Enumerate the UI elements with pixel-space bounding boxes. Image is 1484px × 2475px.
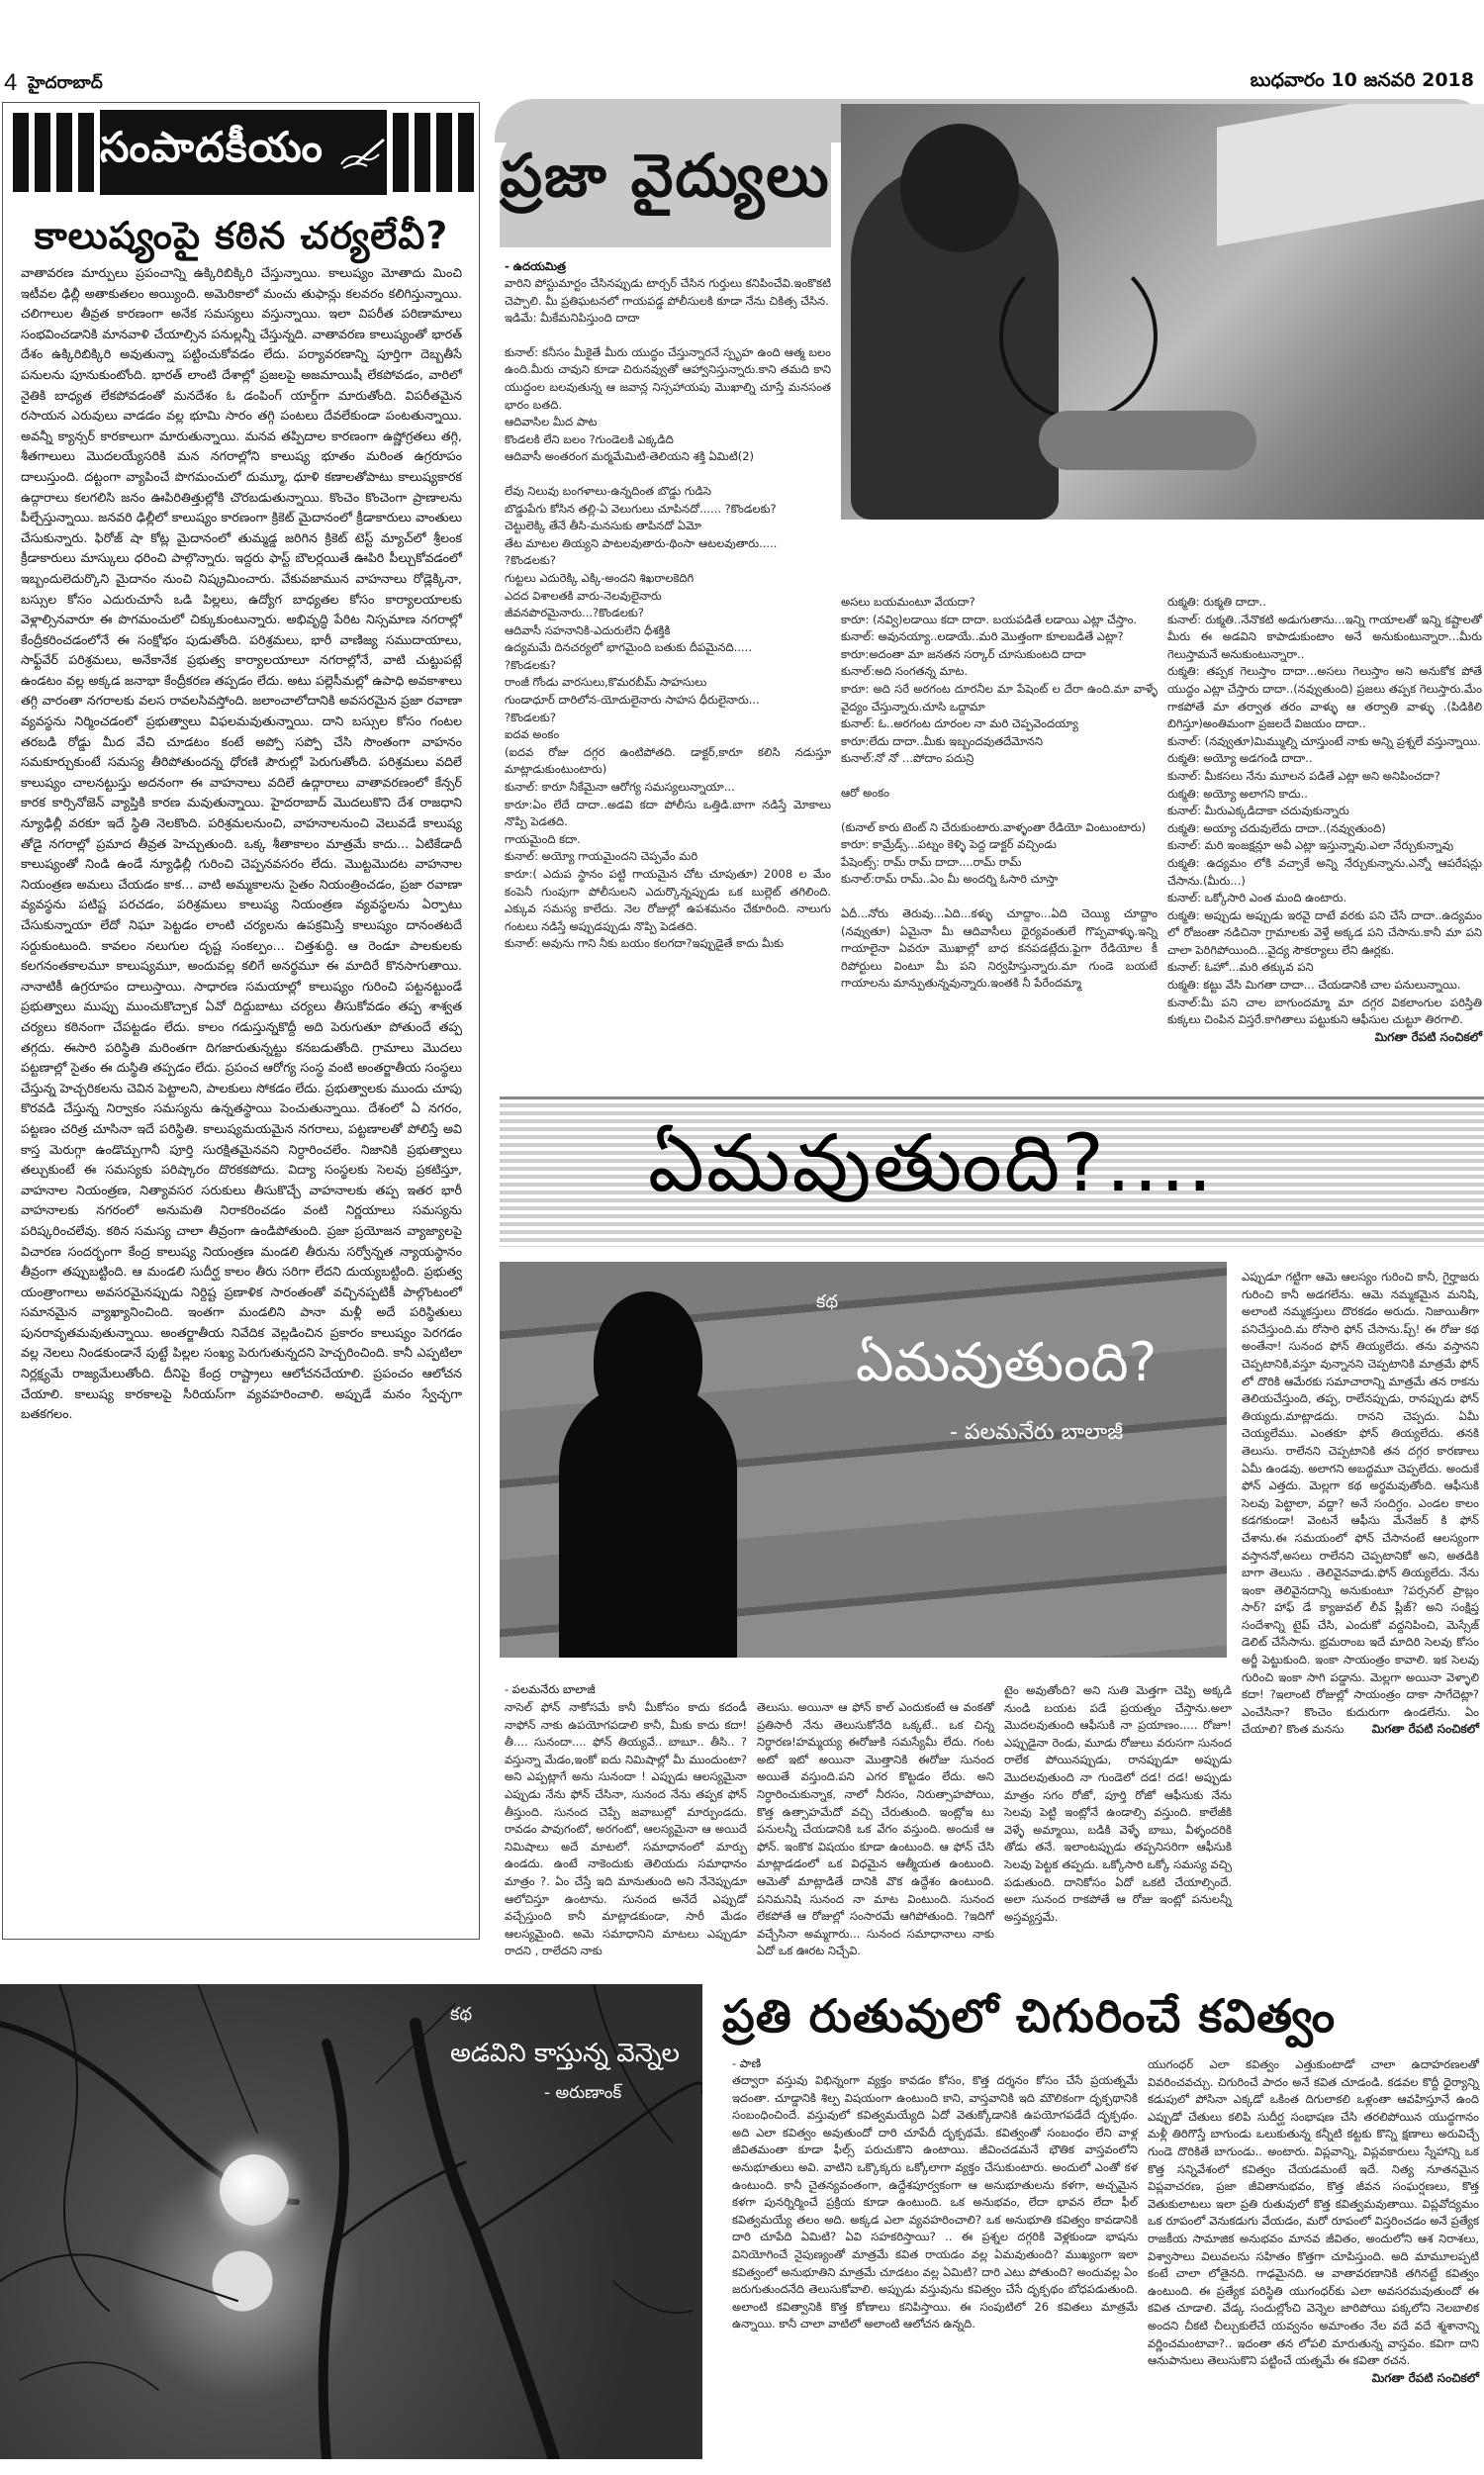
story-photo-author: - పలమనేరు బాలాజీ [950, 1420, 1124, 1445]
pen-writing-icon [337, 135, 387, 170]
banner-bars-right [393, 113, 474, 192]
dialogue-line: చెట్టులెక్కి తేనే తీసి-మనసుకు తాపినదో ఏమో [505, 519, 701, 533]
dialogue-line: ఎదద విశాలతకి వారు-నెలవులైనారు [505, 588, 662, 603]
poem-photo-author: - అరుణాంక్ [544, 2083, 622, 2103]
poetry-headline: ప్రతి రుతువులో చిగురించే కవిత్వం [722, 1989, 1337, 2043]
story-photo-label: కథ [816, 1291, 839, 1312]
dialogue-line: ?కొండలకు? [505, 657, 556, 672]
doctor-photo [841, 104, 1484, 520]
dialogue-line: కునాల్: అవునయ్యా..లడాయే..మరి మొత్తంగా కూలబడితే ఎట్లా? [841, 629, 1124, 644]
poetry-byline: - పాణి [732, 2056, 762, 2070]
editorial-banner-label: సంపాదకీయం [100, 123, 324, 171]
dialogue-line: ఆదివాసీ అంతరంగ మర్మమేమిటి-తెలియని శక్తి ఏమిటి(2) [505, 449, 754, 464]
dialogue-line: కునాల్: ఓహో...మరి తక్కువ పని [1167, 960, 1314, 975]
paragraph-gap [505, 328, 831, 344]
date-line: బుధవారం 10 జనవరి 2018 [1250, 69, 1474, 91]
editorial-body: వాతావరణ మార్పులు ప్రపంచాన్ని ఉక్కిరిబిక్కిరి చేస్తున్నాయి. కాలుష్యం మోతాదు మించి ఇటీవల ఢిల్లీ అతాకుతలం అయ్యింది. అమెరికాలో మంచు తుఫాన్లు కలవరం కలిగిస్తున్నాయి. చలిగాలుల తీవ్రత కారణంగా అనేక సమస్యలు వస్తున్నాయి. ఇలా విపరీత పరిణామాలు సంభవించడానికి మానవాళి చేయాల్సిన పనుల్లన్నీ చేస్తున్నది. వాతావరణ కాలుష్యంతో భారత్ దేశం ఉక్కిరిబిక్కిరి అవుతున్నా పట్టించుకోవడం లేదు. పర్యావరణాన్ని పూర్తిగా దెబ్బతీసే పనులను పూనుకుంటోంది. భారత్ లాంటి దేశాల్లో ప్రజలపై అజమాయిషీ లేకపోవడం, వారిలో నైతికి బాధ్యత లేకపోవడంతో మనదేశం ఓ డంపింగ్ యార్డ్‌గా మారుతోంది. విపరీతమైన రసాయన ఎరువులు వాడడం వల్ల భూమి సారం తగ్గి పంటలు దేవలేకుండా పంటతున్నాయి. అవన్నీ క్యాన్సర్ కారకాలుగా మారుతున్నాయి. మనవ తప్పిదాల కారణంగా ఉష్ణోగ్రతలు తగ్గి, శీతగాలులు మొదలయ్యేసరికి మన నగరాల్లోని కాలుష్య భూతం మరింత ఉగ్రరూపం దాలుస్తుంది. దట్టంగా వ్యాపించే పొగమంచులో దుమ్మూ, ధూళి కణాలతోపాటు కాలుష్యకారక ఉద్గారాలు కలగలిసి జనం ఊపిరితిత్తుల్లోకి చొరబడుతున్నాయి. కొంచెం కొంచెంగా ప్రాణాలను పీల్చేస్తున్నాయి. జనవరి ఢిల్లీలో కాలుష్యం కారణంగా క్రికెట్ మైదానంలో క్రీడాకారులు వాంతులు చేసుకున్నారు. ఫిరోజ్ షా కోట్ల మైదానంలో తుమ్మడ్డ జరిగిన క్రికెట్ టెస్ట్ మ్యాచ్‌లో శ్రీలంక క్రీడాకారులు మాస్కులు ధరించి పాల్గొన్నారు. ఇద్దరు ఫాస్ట్ బౌలర్లయితే ఊపిరి పీల్చుకోవడంలో ఇబ్బందులెదుర్కొని మైదానం నుంచి నిష్క్రమించారు. వేకువజామున వాహనాలు రోడ్లెక్కినా, బస్సుల కోసం ఎదురుచూసే ఒడి పిల్లలు, ఉద్యోగ బాధ్యతల కోసం కార్యాలయాలకు వెళ్లాల్సినవారూ ఈ పొగమంచులో చిక్కుకుంటున్నారు. అభివృద్ధి పేరిట నిస్సమాణ నగరాల్లో కేంద్రీకరించడంలోనే ఈ సంక్షోభం పుడుతోంది. పరిశ్రమలు, భారీ వాణిజ్య సముదాయాలు, సాఫ్ట్‌వేర్ పరిశ్రమలు, అనేకానేక ప్రభుత్వ కార్యాలయాలూ నగరాల్లోనే, వాటి చుట్టుపట్లే ఉండటం వల్ల అక్కడ జనాభా కేంద్రీకరణ తప్పడం లేదు. అటు పల్లెసీమల్లో ఉపాధి అవకాశాలు తగ్గి వారంతా నగరాలకు వలస రావలసివస్తోంది. జలాంచాలోదానికి అవసరమైన ప్రజా రవాణా వ్యవస్థను నిర్మించడంలో ప్రభుత్వాలు విఫలమవుతున్నాయి. దాని బస్సుల కోసం గంటల తరబడి రోడ్డు మీద వేచి చూడటం కంటే అప్పో సప్పో చేసి సొంతంగా వాహనం సమకూర్చుకుంటే సమస్య తీరిపోతుందన్న ధోరణి పౌరుల్లో పెరుగుతోంది. పరిశ్రమలు వదిలే కాలుష్యం చాలనట్టుస్తు అదనంగా ఈ వాహనాలు వదిలే ఉద్గారాలు వాతావరణంలో కేన్సర్ కారక కార్సినోజెన్ వ్యాప్తికి కారణ మవుతున్నాయి. హైదరాబాద్ మొదలుకొని దేశ రాజధాని న్యూఢిల్లీ వరకూ ఇదే స్థితి నెలకొంది. పరిశ్రమలనుంచి, వాహనాలనుంచి వెలువడే కాలుష్య తోడై నగరాల్లో ప్రమాద తీవ్రత హెచ్చుతుంది. ఒక్క శీతాకాలం మాత్రమే కాదు... ఏటికేడాదీ కాలుష్యంతో నిండి ఉండే న్యూఢిల్లీ గురించి చెప్పనవసరం లేదు. మొట్టమొదట వాహనాల నియంత్రణ అమలు చేయడం కాక... వాటి అమ్మకాలను సైతం నియంత్రించడం, ప్రజా రవాణా వ్యవస్థను పటిష్ట పరచడం, పరిశ్రమలు కాలుష్య నియంత్రణ వ్యవస్థలను ఏర్పాటు చేసుకున్నాయా లేదో నిఘా పెట్టడం లాంటి చర్యలను ఉపక్రమిస్తే కాలుష్యం దానంతటదే సర్దుకుంటుంది. కావలం నలుగుల దృష్ట సంకల్పం... చిత్తశుద్ధి. ఆ రెండూ పాలకులకు కలగనంతకాలమూ కాలుష్యమూ, అందువల్ల కలిగే అనర్థమూ ఈ మాదిరే కొనసాగుతాయి. నానాటికీ ఉగ్రరూపం దాలుస్తాయి. సాధారణ సమయాల్లో కాలుష్యం గురించి పట్టనట్టుండే ప్రభుత్వాలు ముప్పు ముంచుకొచ్చాక ఏవో దిద్దుబాటు చర్యలు తీసుకోవడం తప్ప శాశ్వత చర్యలు కఠినంగా చేపట్టడం లేదు. కాలం గడుస్తున్నకొద్దీ అది పెరుగుతూ పోతుందే తప్ప తగ్గదు. ఈసారి పరిస్థితి మరింతగా దిగజారుతున్నట్టు కనబడుతోంది. గ్రామాలు మొదలు పట్టణాల్లో సైతం ఈ దుస్థితి తప్పడం లేదు. ప్రపంచ ఆరోగ్య సంస్థ వంటి అంతర్జాతీయ సంస్థలు చేస్తున్న హెచ్చరికలను చెవిన పెట్టాలని, పాలకులు సోకడం లేదు. ప్రభుత్వాలకు ముందు చూపు కొరవడి చేస్తున్న నిర్వాకం సమస్యను ఉన్నతస్థాయి పెంచుతున్నాయి. దేశంలో ఏ నగరం, పట్టణం చరిత్ర చూసినా ఇదే పరిస్థితి. కాలుష్యమయమైన నగరాలు, పట్టణాలతో పోలిస్తే అవి కాస్త మెరుగ్గా ఉండొచ్చుగానీ పూర్తి సురక్షితమైనవని నిర్ధారించలేం. నిజానికి ప్రభుత్వాలు తల్చుకుంటే ఈ సమస్యకు పరిష్కారం దొరకకపోదు. విద్యా సంస్థలకు సెలవు ప్రకటిస్తూ, వాహనాల నియంత్రణ, నిత్యావసర సరుకులు తీసుకొచ్చే వాహనాలకు తప్ప ఇతర భారీ వాహనాలకు నగరంలో అనుమతి నిరాకరించడం వంటి నిర్ణయాలు సమస్యను పరిష్కరించలేవు. కఠిన సమస్య చాలా తీవ్రంగా ఉండిపోతుంది. ప్రజా ప్రయోజన వ్యాజ్యాలపై విచారణ సందర్భంగా కేంద్ర కాలుష్య నియంత్రణ మండలి తీరును సర్వోన్నత న్యాయస్థానం తీవ్రంగా తప్పుబట్టింది. ఆ మండలి సుదీర్ఘ కాలం తీరు సరిగా లేదని దుయ్యబట్టింది. ప్రభుత్వ యంత్రాంగాలు అవసరమైనప్పుడు నిర్దిష్ట ప్రణాళిక సారంతంతో వచ్చినప్పటికీ పాల్గొంటంలో సమానమైన వ్యాఖ్యానించింది. ఇంతగా మండలిని పానా మళ్లీ అదే పరిస్థితులు పునరావృతమవుతున్నాయి. అంతర్జాతీయ నివేదిక వెల్లడించిన ప్రకారం కాలుష్యం పెరగడం వల్ల నెలలు నిండకుండానే పుట్టే పిల్లల సంఖ్య పెరుగుతున్నదని హెచ్చరించింది. కానీ ఎప్పటిలా నిర్లక్ష్యమే రాజ్యమేలుతోంది. దీనిపై కేంద్ర రాష్ట్రాలు ఆలోచనచేయాలి. ప్రపంచం ఆలోచన చేయాలి. కాలుష్య కారకాలపై సీరియస్‌గా వ్యవహరించాలి. అప్పుడే మనం స్వేచ్ఛగా బతకగలం. [21, 265, 462, 1422]
dialogue-line: కునాల్:నో నో ...పోదాం పదున్రి [841, 751, 974, 766]
dialogue-line: గుట్టలు ఎదురెక్కి ఎక్కి-అందని శిఖరాలకెదిగి [505, 570, 695, 585]
dialogue-line: ఆరో అంకం [841, 785, 889, 800]
story-byline: - పలమనేరు బాలాజీ [505, 1682, 596, 1696]
dialogue-line: ఆదివాసీ సహనానికి-ఎదురులేని ధీశక్తికి [505, 622, 671, 637]
page-number: 4 [4, 69, 18, 96]
dialogue-line: కునాల్: మరి ఇంజక్షన్లూ అవీ ఎట్లా ఇస్తున్నావు.ఎలా నేర్చుకున్నావు [1167, 838, 1454, 853]
story-banner-title: ఏమవుతుంది?.... [648, 1117, 1215, 1209]
dialogue-line: గాయమైంది కదా. [505, 831, 581, 846]
full-moon [220, 2154, 289, 2226]
dialogue-line: బొడ్డుపేగు కోసిన తల్లి-ఏ వెలుగులు చూపినదో...... ?కొండలకు? [505, 501, 777, 516]
feature-column-1 [505, 275, 831, 953]
dialogue-line: కారూ: కామ్రేడ్స్...పట్నం కెళ్ళి పెద్ద డాక్టర్ వచ్చిండు [841, 837, 1057, 852]
dialogue-line: గుండాధూర్ దారిలోన-యోదులైనారు సాహస ధీరులైనారు... [505, 693, 760, 708]
banner-bars-left [13, 113, 94, 192]
dialogue-line: జీవనపొరమైనారు...?కొండలకు? [505, 606, 644, 620]
dialogue-line: కారూ: (నవ్వి)లడాయి కదా దాదా. బయపడితే లడాయి ఎట్లా చేస్తాం. [841, 612, 1138, 626]
paragraph-gap [841, 803, 1158, 819]
poetry-column-2 [1148, 2056, 1479, 2387]
dialogue-line: కునాల్: అయ్యో గాయమైందని చెప్పవేం మరి [505, 849, 698, 864]
dialogue-line: కునాల్: (నవ్వుతూ)మిమ్ముల్ని చూస్తుంటే నాకు అన్ని ప్రశ్నలే వస్తున్నాయి. [1167, 733, 1481, 748]
dialogue-line: అసలు బయమంటూ వేయదా? [841, 595, 975, 609]
poem-photo-title: అడవిని కాస్తున్న వెన్నెల [450, 2039, 680, 2068]
dialogue-line: రుక్మతి: తప్పక గెలుస్తాం దాదా...అసలు గెలుస్తాం అని అనుకోక పోతే యుద్ధం ఎట్లా చేస్తారు దాదా..(నవ్వుతుంది) ప్రజలు తప్పక గెలుస్తారు.మేం గాకపోతే మా తర్వాత తరం వాళ్ళు ఆ తర్వాతి వాళ్ళు .(పిడికిలి బిగిస్తూ)అంతిమంగా ప్రజలదే విజయం దాదా.. [1167, 664, 1482, 731]
dialogue-line: ?కొండలకు? [505, 710, 556, 724]
dialogue-line: కొండలకి లేని బలం ?గుండెలకి ఎక్కడిది [505, 431, 674, 446]
dialogue-line: వారిని పోస్టుమార్టం చేసినప్పుడు టార్చర్ చేసిన గుర్తులు కనిపించేవి.ఇంకొకటి చెప్పాలి. మీ ప్రతిఘటనలో గాయపడ్డ పోలీసులకి కూడా నేను చికిత్స చేసిన. [505, 276, 831, 308]
paragraph-gap [841, 889, 1158, 905]
dialogue-line: రుక్మతి: రుక్మతి దాదా.. [1167, 595, 1266, 609]
dialogue-line: పేషెంట్స్: రామ్ రామ్ దాదా....రామ్ రామ్ [841, 854, 1022, 869]
section-name: హైదరాబాద్ [28, 73, 103, 93]
dialogue-line: రాంజీ గోండు వారసులు,కొమరబీమ్ సాహసులు [505, 675, 707, 690]
dialogue-line: కారూ:లేదు దాదా..మీకు ఇబ్బందవుతదేమోనని [841, 733, 1043, 748]
dialogue-line: ఏదీ...నోరు తెరువు...ఏది...కళ్ళు చూద్దాం...ఏది చెయ్యి చూద్దాం (నవ్వుతూ) ఏమైనా మీ ఆదివాసీలు ధైర్యవంతులే గొప్పవాళ్ళు.ఇన్ని గాయాలైనా ఏవరూ మొఖాల్లో బాధ కనపడట్లేదు.ఫైగా రేడియోల కీ రిపోర్టులు వింటూ మీ పని నిర్వహిస్తున్నారు.మా గుండె బయటే గాయాలను మాన్పుతున్నవున్నారు.ఇంతకి నీ పేరేందమ్మా [841, 905, 1158, 991]
dialogue-line: రుక్మతి: అయ్యో అలాగని కాదు.. [1167, 786, 1308, 801]
dialogue-line: రుక్మతి: ఉద్యమం లోకి వచ్చాకే అన్ని నేర్చుకున్నాను.ఎన్నో ఆపరేషన్లు చేసాను.(మీరు...) [1167, 855, 1482, 888]
paragraph-gap [841, 768, 1158, 785]
feature-column-3 [1167, 594, 1482, 1046]
paragraph-gap [505, 466, 831, 483]
feature-column-2 [841, 594, 1158, 993]
dialogue-line: లేవు నిలువు బంగళాలు-ఉన్నదింత బొడ్డు గుడిసె [505, 483, 712, 498]
silhouette-head [594, 1291, 702, 1430]
editorial-box [2, 102, 480, 1940]
dialogue-line: కునాల్: ఓ..అరగంట దూరంల నా మరి చెప్పవెందయ్యా [841, 716, 1078, 731]
story-continued-note: మిగతా రేపటి సంచికలో [1371, 1722, 1479, 1737]
dialogue-line: ఆదివాసిల మీద పాట [505, 415, 598, 429]
moonlit-forest-photo [0, 1984, 702, 2459]
dialogue-line: కునాల్: కారూ నీకేమైనా ఆరోగ్య సమస్యలున్నాయా... [505, 780, 735, 795]
dialogue-line: కునాల్: అవును గాని నీకు బయం కలగదా?ఇప్పుడైతే కాదు మీకు [505, 936, 785, 951]
dialogue-line: ఉద్యమమే దినచర్యలో భాగమైంది బతుకు దీపమైనది..... [505, 640, 752, 655]
dialogue-line: (కునాల్ కారు టెంట్ ని చేరుకుంటారు.వాళ్ళంతా రేడియో వింటుంటారు) [841, 819, 1147, 834]
dialogue-line: కారూ:( ఎదుప స్థానం పట్టి గాయమైన చోట చూపుతూ) 2008 ల మేం కంపెనీ గుంపుగా పోలీసులని ఎదుర్కొన్నప్పుడు ఒక బుల్లెట్ తగిలింది. ఎక్కువ సమస్య కాలేదు. నెల రోజుల్లో ఉపశమనం చేకూరింది. నాలుగు గంటలు నడిస్తే అప్పుడప్పుడు నొప్పి పెడతది. [505, 867, 831, 933]
dialogue-line: తేట మాటల తియ్యని పాటలవుతారు-థింసా ఆటలవుతారు..... [505, 535, 778, 550]
dialogue-line: ?కొండలకు? [505, 553, 556, 568]
feature-byline: - ఉదయమిత్ర [505, 259, 566, 273]
dialogue-line: కునాల్: మీకసలు నేను మూలన పడితే ఎట్లా అని అనిపించదా? [1167, 768, 1440, 783]
story-column-2: తెలుసు. అయినా ఆ ఫోన్ కాల్ ఎందుకంటే ఆ వంకతో ప్రతిసారీ నేను తెలుసుకోనేది ఒక్కటే.. ఒక చిన్న నిర్ధారణ!హమ్మయ్య ఈరోజుకి సమస్యేమీ లేదు. గంట అటో ఇటో అయినా మొత్తానికి ఈరోజు సునంద అయితే వస్తుంది.పని ఎగర కొట్టడం లేదు. అని నిర్ధారించుకున్నాక, నాలో నీరసం, నిరుత్సాహపోయి, కొత్త ఉత్సాహమేదో వచ్చి చేరుతుంది. ఇంట్లోఇ టు పనులన్నీ చేయడానికి ఒక వేగం వస్తుంది. అందుకే ఆ ఫోన్. ఇంకొక విషయం కూడా ఉంటుంది. ఆ ఫోన్ చేసి మాట్లాడడంలో ఒక విధమైన ఆత్మీయత ఉంటుంది. ఆమెతో మాట్లాడితే దానికి వొక ఉద్దేశం ఉంటుంది. పనిమనిషి సునంద నా మాట వింటుంది. సునంద లేకపోతే ఆ రోజుల్లో సంసారమే ఆగిపోతుంది. ?ఇదిగో వచ్చేసినా అమ్మగారు... సునంద సమాధానాలు నాకు ఏదో ఒక ఊరట నిచ్చేవి. [757, 1700, 994, 1958]
story-column-4-text: ఎప్పుడూ గట్టిగా ఆమె ఆలస్యం గురించి కానీ, గైర్హాజరు గురించి కానీ అడగలేను. ఆమె నమ్మకమైన మనిషి, అలాంటి నమ్మకస్తులు దొరకడం అరుదు. నిజాయితీగా పనిచేస్తుంది.మ రోసారి ఫోన్ చేసాను.ప్చ్! ఈ రోజు కథ అంతేనా! సునంద ఫోన్ తియ్యలేదు. తను వస్తానని చెప్పటానికి,వస్తూ వున్నానని చెప్పటానికి మాత్రమే ఫోన్ లో దొరికి ఆమేరకు సమాచారాన్ని మాత్రమే తన రాకను తెలియచేస్తుంది, తప్ప, రాలేనప్పుడు, రానప్పుడు ఫోన్ తియ్యదు.మాట్లాడదు. రానని చెప్పదు. ఏమీ చెయ్యలేము. ఎంతకూ ఫోన్ తియ్యలేదు. తనకి తెలుసు. రాలేనని చెప్పటానికి తన దగ్గర కారణాలు ఏమీ ఉండవు. అలాగని అబద్ధమూ చెప్పలేదు. అందుకే ఫోన్ ఎత్తదు. మెల్లగా కథ అర్థమవుతోంది. ఆఫీసుకి సెలవు పెట్టాలా, వద్దా? అనే సందిగ్ధం. ఎండల కాలం కడగకుండా! వెంటనే ఆఫీసు మేనేజర్ కి ఫోన్ చేశాను.ఈ సమయంలో ఫోన్ చేసానంటే ఆలస్యంగా వస్తాననో,అసలు రాలేనని చెప్పటానికో అని, అతడికి బాగా తెలుసు . తెలివైనవాడు.ఫోన్ తియ్యలేదు. నేను ఇంకా తెలివైనదాన్ని అనుకుంటూ ?పర్సనల్ ప్రాబ్లం సార్? హాఫ్ డే క్యాజువల్ లీవ్ ప్లీజ్? అని సంక్షిప్త సందేశాన్ని టైప్ చేసి, ఎందుకో వద్దనిపించి, మెస్సేజ్ డెలిట్ చేసేసాను. భ్రమరాంబ ఇదే మాదిరి సెలవు కోసం అర్జీ పెట్టుకుంది. ఇంకా సాయంత్రం కావాలి. ఇక సెలవు గురించి ఇంకా సాగి పడ్డాను. మెల్లగా అయినా వెళ్ళాలి కదా! ?ఇలాంటి రోజుల్లో సాయంత్రం దాకా సాగేదెట్లా?ఎంచేసినా? కొంచెం కుదురుగా ఉండలేను. ఏం చేయాలి? కొంత మనసు [1242, 1270, 1479, 1737]
feature-title: ప్రజా వైద్యులు [500, 142, 831, 211]
dialogue-line: కారూ:అదంతా మా జనతన సర్కార్ చూసుకుంటది దాదా [841, 646, 1086, 661]
poem-photo-label: కథ [450, 2004, 473, 2025]
dialogue-line: (ఐదవ రోజు దగ్గర ఉంటిపోతది. డాక్టర్,కారూ కలిసి నడుస్తూ మాట్లాడుకుంటుంటారు) [505, 744, 831, 777]
story-photo-title: ఏమవుతుంది? [856, 1331, 1158, 1393]
poetry-continued-note: మిగతా రేపటి సంచికలో [1371, 2370, 1479, 2385]
dialogue-line: కునాల్: మీరుఎక్కడిదాకా చదువుకున్నారు [1167, 804, 1349, 818]
editorial-banner-label-box [100, 110, 387, 195]
poetry-column-1: తద్వారా వస్తువు విభిన్నంగా వ్యక్తం కావడం కోసం, కొత్త దర్శనం కోసం చేసే ప్రయత్నమే ఇదంతా. చూడ్డానికి శిల్ప విషయంగా ఉంటుంది కాని, వాస్తవానికి ఇది మౌలికంగా దృక్పథానికి సంబంధించిందే. వస్తువులో కవిత్వమయ్యేది ఏదో వెతుక్కోడానికి ఉపయోగపడేదే దృక్పథం. అది ఎలా కవిత్వం అవుతుందో దారి చూపేదీ దృక్పథమే. కవిత్వంతో సంబంధం లేని వాళ్ల జీవితమంతా కూడా ఫీల్స్ పరుచుకొని ఉంటాయి. జీవించడమనే భౌతిక వాస్తవంలోని అనుభూతులు అవి. వాటిని ఒక్కొక్కరు ఒక్కోలాగా వ్యక్తం చేసుకుంటారు. అందులో ఎంతో కళ ఉంటుంది. కానీ చైతన్యవంతంగా, ఉద్దేశపూర్వకంగా ఆ అనుభూతులను కళగా, అచ్చమైన కళగా పునర్నిర్మించే ప్రక్రియ కూడా ఉంటుంది. ఒక అనుభవం, లేదా భావన లేదా ఫీల్ కవిత్వమయ్యే తలం అది. అక్కడ ఎలా వ్యవహరించాలి? ఒక అనుభూతి కవిత్వం కావడానికి దారి చూపేది ఏమిటి? ఏవి సహకరిస్తాయి? .. ఈ ప్రశ్నల దగ్గరికి వెళ్లకుండా భాషను వినియోగించే నైపుణ్యంతో మాత్రమే కవిత రాయడం వల్ల ఏమవుతుంది? ముఖ్యంగా ఇలా కవిత్వంలో అనుభూతిని మాత్రమే చూడటం వల్ల ఏమిటి? దారి ఎటు పోతుంది? అందువల్ల ఏం జరుగుతుందనేది తెలుసుకోవాలి. అప్పుడు వస్తువును కవిత్వం చేసే దృక్పథం బోధపడుతుంది. అలాంటి కవిత్వానికి కొత్త కోణాలు కనిపిస్తాయి. ఈ సంపుటిలో 26 కవితలు మాత్రమే ఉన్నాయి. కానీ చాలా వాటిలో అలాంటి ఆలోచన ఉన్నది. [732, 2073, 1138, 2332]
dialogue-line: రుక్మతి: అప్పుడు అప్పుడు ఇరవై దాటే వరకు పని చేసే దాదా..ఉద్యమం లో రోజంతా నడిచినా గ్రామాలకు వెళ్తే అక్కడ పని చేసాను.కానీ మా పని చాలా పెరిగిపోయింది...వైద్య సౌకర్యాలు లేని ఊర్లకు. [1167, 907, 1482, 957]
story-column-3: టైం అవుతోంది? అని సుతి మెత్తగా చెప్పి అక్కడి నుండి బయట పడే ప్రయత్నం చేస్తాను.అలా మొదలవుతుంది ఆఫీసుకి నా ప్రయాణం..... రోజూ!ఎప్పుడైనా రెండు, మూడు రోజులు వరుసగా సునంద రాలేక పోయినప్పుడు, రానప్పుడూ అప్పుడు మొదలవుతుంది నా గుండెలో దడ! దడ! అప్పుడు మాత్రం సగం రోజో, పూర్తి రోజో ఆఫీసుకు నేను సెలవు పెట్టి ఇంట్లోనే ఉండాల్సి వస్తుంది. కాలేజీకి వెళ్ళే అమ్మాయి, బడికి వెళ్ళే బాబు, వీళ్ళందరికి తోడు తనే. ఇలాంటప్పుడు తప్పనిసరిగా ఆఫీసుకి సెలవు పెట్టక తప్పదు. ఒక్కోసారి ఒక్కో సమస్య వచ్చి పడుతుంది. దానికోసం ఏదో ఒకటి చేయాల్సిందే. అలా సునంద రాకపోతే ఆ రోజు ఇంట్లో పనులన్నీ అస్తవ్యస్తమే. [1004, 1683, 1232, 1924]
dialogue-line: రుక్మతి: అయ్యో అడగండి దాదా.. [1167, 751, 1313, 766]
dialogue-line: రుక్మతి: కట్టు వేసి మిగతా దాదా... చేయడానికి చాల పనులున్నాయి. [1167, 978, 1461, 993]
story-photo [500, 1262, 1227, 1658]
story-banner [500, 1096, 1484, 1247]
dialogue-line: కునాల్: ఒక్కోసారి ఎంత మంది ఉంటారు. [1167, 891, 1347, 905]
dialogue-line: రుక్మతి: అయ్యా చదువులేదు దాదా..(నవ్వుతుంది) [1167, 820, 1386, 835]
editorial-headline: కాలుష్యంపై కఠిన చర్యలేవీ? [34, 214, 449, 257]
editorial-banner [13, 113, 470, 192]
story-column-4 [1242, 1269, 1479, 1739]
dialogue-line: కునాల్: రుక్మతి..నేనొకటి అడుగుతాను...ఇన్ని గాయాలతో ఇన్ని కష్టాలతో మీరు ఈ అడవిని కాపాడుకుంటాం అనే అనుకుంటున్నారా...మీరు గెలుస్తామనే అనుకుంటున్నారా.. [1167, 612, 1482, 661]
dialogue-line: కునాల్:రామ్ రామ్..ఏం మీ అందర్ని ఓసారి చూస్తా [841, 872, 1059, 887]
dialogue-line: కునాల్:అది సంగతన్న మాట. [841, 664, 969, 679]
dialogue-line: కారూ: అది సరే అరగంట దూరనీల మా పేషెంట్ ల దేరా ఉంది.మా వాళ్ళే వైద్యం చేస్తున్నారు.చూసి ఒద్దామా [841, 681, 1158, 714]
poetry-column-2-text: యుగంధర్ ఎలా కవిత్వం ఎత్తుకుంటాడో చాలా ఉదాహరణలతో వివరించవచ్చు. చిగురించే పాదం అనే కవిత చూడండి. కడవల కొద్దీ ధైర్యాన్ని కడుపులో పోసినా ఎక్కడో ఒకింత దిగులాకలి ఒళ్లంతా ఆవహిస్తూనే ఉంది ఎప్పుడో చేతులు కలిపి సుదీర్ఘ సంభాషణ చేసి తరలిపోయిన యుద్ధగానం మళ్లీ తిరిగొస్తే బాగుండు ఒలుకుతున్న కన్నీటి కట్టకు కొన్ని క్షణాలు అరువిచ్చే గుండె దొరికితే బాగుండు.. అంటారు. విప్లవాన్ని, విప్లవకారులు స్నేహాన్ని ఒక కొత్త సన్నివేశంలో కవిత్వం చేయడమంటే ఇదే. నిత్య నూతనమైన విప్లవాచరణ, ప్రజా జీవితానుభవం, కొత్త జీవన సంఘర్షణలు, కొత్త వెతుకులాటలు ఇలా ప్రతి రుతువులో కొత్త కవిత్వమవుతాయి. విప్లవోద్యమం ఒక రూపంలో వెనుకడుగు వేయడం, మరో రూపంలో విస్తరించడం అనే ప్రత్యేక రాజకీయ సామాజిక అనుభవం మానవ జీవితం, అందులోని ఆశ నిరాశలు, విశ్వాసాలు విలువలను సహితం కొత్తగా చూపిస్తుంది. అది మామూలప్పటి కంటే చాలా లోతైనది. గాఢమైనది. ఆ వాతావరణానికి తగినట్టే కవిత్వం ఉంటుంది. ఈ ప్రత్యేక పరిస్థితి యుగంధర్‌కు ఎలా అవసరమవుతుందో ఈ కవిత చూడాలి. వేడ్క సందుల్లోంచి వెన్నెల జారిపోయి పక్కలోని నెలబాలిక అందని చీకటి చీల్చుకులేచే యవ్వనం అమాంతం నేల వదే వదే శ్మశానాన్ని వర్ణించమంటావా?.. ఇదంతా తన లోపలి మారుతున్న వాస్తవం. కవిగా దాని ఆనుపానులు తెలుసుకొని పట్టించే యత్నమే ఈ కవితా రచన. [1148, 2057, 1479, 2368]
story-column-1: నాసెల్ ఫోన్ నాకోసమే కానీ మీకోసం కాదు కదండీ నాఫోన్ నాకు ఉపయోగపడాలి కానీ, మీకు కాదు కదా!తీ.... సునందా.... ఫోన్ తియ్యవే.. బాబూ.. తీసి.. ?వస్తున్నా మేడం,ఇంకో ఐదు నిమిషాల్లో మీ ముందుంటా? అని ఎప్పట్లాగే అను సునందా ! ఎప్పుడు ఆలస్యమైనా ఎప్పుడు నేను ఫోన్ చేసినా, సునంద నేను తప్పక ఫోన్ తీస్తుంది. సునంద చెప్పే జవాబుల్లో మార్పుండదు. రావడం పావుగంటో, అరగంటో, ఆలస్యమైనా ఆ అయిదే నిమిషాలు అదే మాటలో. సమాధానంలో మార్పు ఉండదు. ఉంటే నాకెందుకు తెలియదు సమాధానం మాత్రం ?. ఏం చేస్తే ఇది మానుతుంది అని నేనెప్పుడూ ఆలోచిస్తూ ఉంటాను. సునంద అనేదే ఎప్పుడో వచ్చేస్తుంది కానీ మాట్లాడకుండా, సారీ మేడం ఆలస్యమైంది. అమె సమాధానిని మాటలు ఎప్పుడూ రాదని , రాలేదని నాకు [505, 1700, 747, 1958]
dialogue-line: ఇడిమే: మీకేమనిపిస్తుంది దాదా [505, 311, 640, 326]
dialogue-line: కునాల్: కనీసం మీకైతే మీరు యుద్ధం చేస్తున్నారనే స్పృహ ఉంది ఆత్మ బలం ఉంది.మీరు చావుని కూడా చిరునవ్వుతో ఆహ్వానిస్తున్నారు.కాని తమది కాని యుద్ధంల బలవుతున్న ఆ జవాన్ల నిస్సహాయపు మొఖాల్ని చూస్తే మనసంత భారం బతది. [505, 344, 831, 412]
dialogue-line: కారూ:ఏం లేదే దాదా..అడవి కదా పోలీసు ఒత్తిడి.బాగా నడిస్తే మోకాలు నొప్పి పెడతది. [505, 797, 831, 829]
dialogue-line: కునాల్:మీ పని చాల బాగుందమ్మా మా దగ్గర వికలాంగుల పరిస్తితి కుక్కలు చింపిన విస్తరే.కాగితాలు పట్టుకుని ఆఫీసుల చుట్టూ తిరగాలి. [1167, 995, 1482, 1027]
feature-title-box [500, 119, 831, 247]
dialogue-line: ఐదవ అంకం [505, 727, 560, 742]
feature-continued-note: మిగతా రేపటి సంచికలో [1374, 1029, 1482, 1044]
